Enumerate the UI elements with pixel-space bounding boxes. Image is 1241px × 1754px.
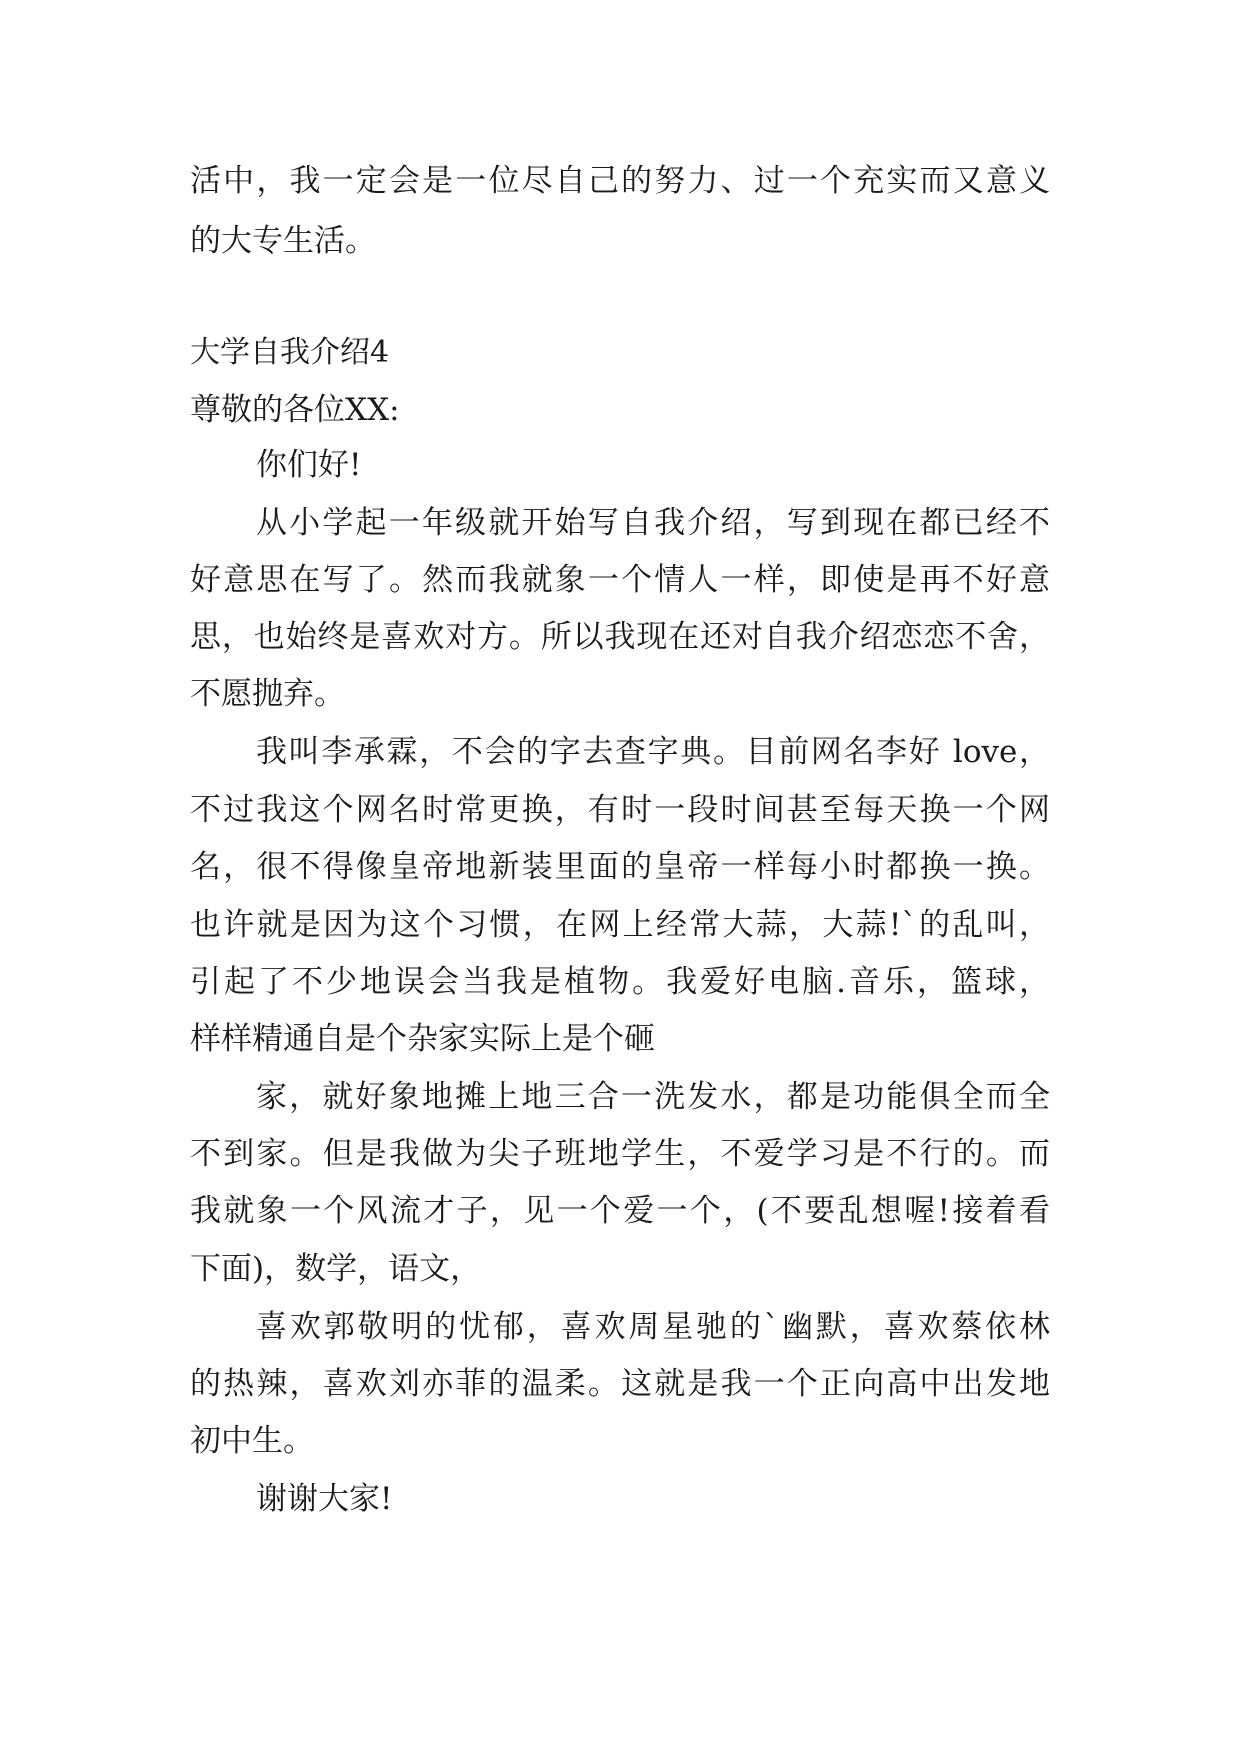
paragraph-line: 思，也始终是喜欢对方。所以我现在还对自我介绍恋恋不舍， xyxy=(190,619,1050,655)
paragraph-line: 我就象一个风流才子，见一个爱一个，(不要乱想喔!接着看 xyxy=(190,1193,1050,1229)
paragraph-line: 喜欢郭敬明的忧郁，喜欢周星驰的`幽默，喜欢蔡依林 xyxy=(256,1309,1050,1345)
paragraph-line: 从小学起一年级就开始写自我介绍，写到现在都已经不 xyxy=(256,505,1050,541)
paragraph-line: 好意思在写了。然而我就象一个情人一样，即使是再不好意 xyxy=(190,562,1050,598)
paragraph-line: 我叫李承霖，不会的字去查字典。目前网名李好 love， xyxy=(256,734,1050,770)
paragraph-line: 初中生。 xyxy=(190,1423,314,1459)
closing-text: 谢谢大家! xyxy=(256,1481,393,1517)
paragraph-line: 名，很不得像皇帝地新装里面的皇帝一样每小时都换一换。 xyxy=(190,849,1050,885)
salutation: 尊敬的各位XX: xyxy=(190,392,400,428)
paragraph-line: 不到家。但是我做为尖子班地学生，不爱学习是不行的。而 xyxy=(190,1136,1050,1172)
greeting: 你们好! xyxy=(256,447,362,483)
body-text-line: 活中，我一定会是一位尽自己的努力、过一个充实而又意义 xyxy=(190,163,1050,199)
paragraph-line: 下面)，数学，语文， xyxy=(190,1251,482,1287)
paragraph-line: 也许就是因为这个习惯，在网上经常大蒜，大蒜!`的乱叫， xyxy=(190,907,1050,943)
section-title: 大学自我介绍4 xyxy=(190,335,390,370)
paragraph-line: 家，就好象地摊上地三合一洗发水，都是功能俱全而全 xyxy=(256,1079,1050,1115)
paragraph-line: 不愿抛弃。 xyxy=(190,676,345,712)
paragraph-line: 样样精通自是个杂家实际上是个砸 xyxy=(190,1021,655,1057)
paragraph-line: 不过我这个网名时常更换，有时一段时间甚至每天换一个网 xyxy=(190,792,1050,828)
body-text-line: 的大专生活。 xyxy=(190,223,376,259)
paragraph-line: 的热辣，喜欢刘亦菲的温柔。这就是我一个正向高中出发地 xyxy=(190,1366,1050,1402)
paragraph-line: 引起了不少地误会当我是植物。我爱好电脑.音乐，篮球， xyxy=(190,964,1050,1000)
